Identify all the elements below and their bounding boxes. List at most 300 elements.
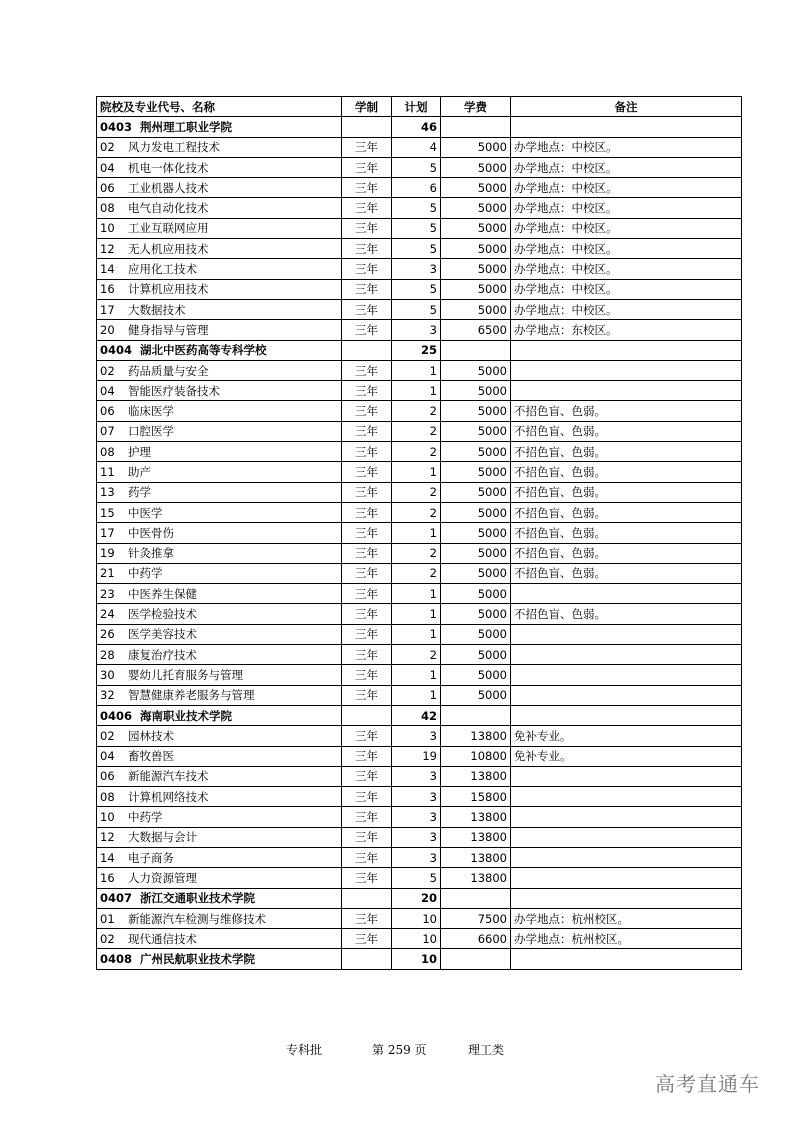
major-code: 20 xyxy=(100,322,115,337)
major-code: 02 xyxy=(100,363,115,378)
major-row xyxy=(97,624,742,644)
major-plan: 3 xyxy=(392,827,441,847)
major-name: 健身指导与管理 xyxy=(128,322,209,337)
major-code: 04 xyxy=(100,749,115,764)
major-note: 办学地点：中校区。 xyxy=(511,299,742,319)
major-duration: 三年 xyxy=(342,604,392,624)
major-fee: 13800 xyxy=(441,847,511,867)
school-row xyxy=(97,888,742,908)
major-row xyxy=(97,157,742,177)
header-note: 备注 xyxy=(511,97,742,117)
table-header-row xyxy=(97,97,742,117)
footer-batch: 专科批 xyxy=(286,1043,323,1057)
major-name-cell xyxy=(97,198,342,218)
major-row xyxy=(97,360,742,380)
major-fee: 5000 xyxy=(441,421,511,441)
major-note: 办学地点：中校区。 xyxy=(511,137,742,157)
major-name: 机电一体化技术 xyxy=(128,160,209,175)
school-fee-cell xyxy=(441,705,511,725)
major-fee: 5000 xyxy=(441,523,511,543)
major-name-cell xyxy=(97,604,342,624)
major-fee: 13800 xyxy=(441,827,511,847)
school-fee-cell xyxy=(441,340,511,360)
school-duration-cell xyxy=(342,705,392,725)
school-name: 荆州理工职业学院 xyxy=(140,119,232,134)
major-note: 办学地点：中校区。 xyxy=(511,279,742,299)
major-duration: 三年 xyxy=(342,259,392,279)
major-name: 康复治疗技术 xyxy=(128,647,197,662)
header-name: 院校及专业代号、名称 xyxy=(97,97,342,117)
school-name-cell xyxy=(97,949,342,969)
major-code: 06 xyxy=(100,180,115,195)
major-row xyxy=(97,299,742,319)
major-name-cell xyxy=(97,827,342,847)
major-row xyxy=(97,218,742,238)
major-code: 17 xyxy=(100,525,115,540)
school-name: 浙江交通职业技术学院 xyxy=(140,891,255,906)
major-fee: 5000 xyxy=(441,218,511,238)
major-row xyxy=(97,766,742,786)
major-code: 07 xyxy=(100,424,115,439)
major-fee: 5000 xyxy=(441,401,511,421)
major-plan: 1 xyxy=(392,624,441,644)
major-name-cell xyxy=(97,523,342,543)
major-fee: 10800 xyxy=(441,746,511,766)
major-duration: 三年 xyxy=(342,563,392,583)
major-row xyxy=(97,502,742,522)
major-name-cell xyxy=(97,624,342,644)
school-duration-cell xyxy=(342,949,392,969)
footer-page-number: 第 259 页 xyxy=(372,1043,427,1057)
major-name: 药学 xyxy=(128,485,151,500)
major-note: 不招色盲、色弱。 xyxy=(511,523,742,543)
major-fee: 5000 xyxy=(441,482,511,502)
major-plan: 3 xyxy=(392,259,441,279)
major-name: 口腔医学 xyxy=(128,424,174,439)
major-plan: 1 xyxy=(392,685,441,705)
major-plan: 1 xyxy=(392,665,441,685)
major-note: 免补专业。 xyxy=(511,746,742,766)
school-plan-total: 20 xyxy=(392,888,441,908)
major-code: 23 xyxy=(100,586,115,601)
major-note: 办学地点：中校区。 xyxy=(511,218,742,238)
major-name-cell xyxy=(97,421,342,441)
major-code: 08 xyxy=(100,789,115,804)
major-code: 16 xyxy=(100,870,115,885)
major-fee: 7500 xyxy=(441,908,511,928)
major-name: 临床医学 xyxy=(128,404,174,419)
major-fee: 5000 xyxy=(441,279,511,299)
school-name-cell xyxy=(97,888,342,908)
major-code: 16 xyxy=(100,282,115,297)
major-fee: 5000 xyxy=(441,239,511,259)
major-code: 10 xyxy=(100,810,115,825)
major-fee: 6600 xyxy=(441,929,511,949)
major-plan: 10 xyxy=(392,908,441,928)
major-name: 药品质量与安全 xyxy=(128,363,209,378)
major-code: 24 xyxy=(100,607,115,622)
major-name: 人力资源管理 xyxy=(128,870,197,885)
major-plan: 5 xyxy=(392,299,441,319)
major-row xyxy=(97,665,742,685)
major-code: 19 xyxy=(100,546,115,561)
school-fee-cell xyxy=(441,949,511,969)
major-plan: 2 xyxy=(392,401,441,421)
major-code: 17 xyxy=(100,302,115,317)
major-name: 医学检验技术 xyxy=(128,607,197,622)
major-fee: 5000 xyxy=(441,198,511,218)
major-row xyxy=(97,421,742,441)
school-name: 广州民航职业技术学院 xyxy=(140,952,255,967)
major-plan: 10 xyxy=(392,929,441,949)
major-duration: 三年 xyxy=(342,827,392,847)
school-note-cell xyxy=(511,340,742,360)
major-code: 06 xyxy=(100,769,115,784)
major-plan: 6 xyxy=(392,178,441,198)
major-row xyxy=(97,929,742,949)
major-plan: 1 xyxy=(392,360,441,380)
major-plan: 3 xyxy=(392,726,441,746)
major-note xyxy=(511,766,742,786)
major-fee: 6500 xyxy=(441,320,511,340)
major-name: 婴幼儿托育服务与管理 xyxy=(128,667,243,682)
major-name-cell xyxy=(97,929,342,949)
major-plan: 5 xyxy=(392,868,441,888)
major-row xyxy=(97,442,742,462)
major-duration: 三年 xyxy=(342,868,392,888)
major-duration: 三年 xyxy=(342,178,392,198)
major-name: 中医学 xyxy=(128,505,163,520)
major-name-cell xyxy=(97,746,342,766)
major-plan: 1 xyxy=(392,604,441,624)
major-row xyxy=(97,381,742,401)
school-code: 0408 xyxy=(100,952,133,967)
major-name-cell xyxy=(97,868,342,888)
school-note-cell xyxy=(511,949,742,969)
school-name-cell xyxy=(97,117,342,137)
major-code: 11 xyxy=(100,464,115,479)
major-name: 医学美容技术 xyxy=(128,627,197,642)
major-name: 中药学 xyxy=(128,810,163,825)
major-duration: 三年 xyxy=(342,299,392,319)
major-plan: 3 xyxy=(392,787,441,807)
school-name-cell xyxy=(97,340,342,360)
major-note: 办学地点：杭州校区。 xyxy=(511,908,742,928)
major-fee: 5000 xyxy=(441,624,511,644)
major-duration: 三年 xyxy=(342,624,392,644)
major-fee: 5000 xyxy=(441,502,511,522)
major-code: 32 xyxy=(100,688,115,703)
school-code: 0403 xyxy=(100,119,133,134)
major-duration: 三年 xyxy=(342,401,392,421)
major-name-cell xyxy=(97,563,342,583)
major-name-cell xyxy=(97,157,342,177)
major-name: 针灸推拿 xyxy=(128,546,174,561)
major-row xyxy=(97,137,742,157)
major-plan: 1 xyxy=(392,584,441,604)
major-note: 办学地点：中校区。 xyxy=(511,198,742,218)
major-name: 风力发电工程技术 xyxy=(128,140,220,155)
school-fee-cell xyxy=(441,117,511,137)
school-row xyxy=(97,340,742,360)
major-note xyxy=(511,685,742,705)
major-name-cell xyxy=(97,360,342,380)
major-duration: 三年 xyxy=(342,746,392,766)
major-note xyxy=(511,645,742,665)
major-plan: 2 xyxy=(392,482,441,502)
major-note: 不招色盲、色弱。 xyxy=(511,604,742,624)
major-fee: 5000 xyxy=(441,645,511,665)
major-name: 园林技术 xyxy=(128,728,174,743)
major-duration: 三年 xyxy=(342,239,392,259)
major-fee: 5000 xyxy=(441,563,511,583)
school-name: 湖北中医药高等专科学校 xyxy=(140,343,267,358)
major-name: 电子商务 xyxy=(128,850,174,865)
school-duration-cell xyxy=(342,888,392,908)
major-fee: 5000 xyxy=(441,259,511,279)
major-row xyxy=(97,279,742,299)
major-note xyxy=(511,847,742,867)
major-code: 13 xyxy=(100,485,115,500)
major-code: 04 xyxy=(100,383,115,398)
major-row xyxy=(97,827,742,847)
school-row xyxy=(97,949,742,969)
major-note xyxy=(511,827,742,847)
school-plan-total: 46 xyxy=(392,117,441,137)
major-note: 不招色盲、色弱。 xyxy=(511,543,742,563)
major-name: 现代通信技术 xyxy=(128,931,197,946)
major-note: 不招色盲、色弱。 xyxy=(511,482,742,502)
major-name: 智慧健康养老服务与管理 xyxy=(128,688,255,703)
major-row xyxy=(97,726,742,746)
major-name-cell xyxy=(97,137,342,157)
major-name-cell xyxy=(97,401,342,421)
major-name: 智能医疗装备技术 xyxy=(128,383,220,398)
major-row xyxy=(97,462,742,482)
major-duration: 三年 xyxy=(342,462,392,482)
header-plan: 计划 xyxy=(392,97,441,117)
school-code: 0406 xyxy=(100,708,133,723)
school-note-cell xyxy=(511,117,742,137)
major-duration: 三年 xyxy=(342,787,392,807)
major-note: 不招色盲、色弱。 xyxy=(511,421,742,441)
major-name: 计算机网络技术 xyxy=(128,789,209,804)
major-note xyxy=(511,807,742,827)
major-code: 28 xyxy=(100,647,115,662)
major-name-cell xyxy=(97,320,342,340)
major-fee: 5000 xyxy=(441,299,511,319)
major-note: 不招色盲、色弱。 xyxy=(511,462,742,482)
major-row xyxy=(97,868,742,888)
major-plan: 2 xyxy=(392,645,441,665)
major-name: 工业互联网应用 xyxy=(128,221,209,236)
major-duration: 三年 xyxy=(342,381,392,401)
major-plan: 19 xyxy=(392,746,441,766)
major-plan: 3 xyxy=(392,766,441,786)
major-duration: 三年 xyxy=(342,360,392,380)
major-fee: 5000 xyxy=(441,604,511,624)
major-row xyxy=(97,543,742,563)
major-name-cell xyxy=(97,685,342,705)
major-duration: 三年 xyxy=(342,726,392,746)
major-code: 10 xyxy=(100,221,115,236)
school-name-cell xyxy=(97,705,342,725)
major-note xyxy=(511,584,742,604)
major-fee: 5000 xyxy=(441,442,511,462)
major-note xyxy=(511,624,742,644)
major-duration: 三年 xyxy=(342,929,392,949)
major-fee: 5000 xyxy=(441,543,511,563)
major-duration: 三年 xyxy=(342,137,392,157)
major-name: 中医骨伤 xyxy=(128,525,174,540)
major-name: 护理 xyxy=(128,444,151,459)
major-plan: 4 xyxy=(392,137,441,157)
school-code: 0407 xyxy=(100,891,133,906)
major-name: 新能源汽车检测与维修技术 xyxy=(128,911,266,926)
major-duration: 三年 xyxy=(342,645,392,665)
major-row xyxy=(97,584,742,604)
major-name-cell xyxy=(97,218,342,238)
major-row xyxy=(97,523,742,543)
major-note xyxy=(511,360,742,380)
major-code: 02 xyxy=(100,931,115,946)
major-note: 办学地点：中校区。 xyxy=(511,239,742,259)
major-name-cell xyxy=(97,807,342,827)
major-name-cell xyxy=(97,259,342,279)
major-fee: 15800 xyxy=(441,787,511,807)
school-row xyxy=(97,705,742,725)
major-row xyxy=(97,239,742,259)
major-code: 04 xyxy=(100,160,115,175)
major-code: 15 xyxy=(100,505,115,520)
major-duration: 三年 xyxy=(342,157,392,177)
school-duration-cell xyxy=(342,340,392,360)
major-row xyxy=(97,847,742,867)
major-note: 不招色盲、色弱。 xyxy=(511,563,742,583)
major-fee: 5000 xyxy=(441,381,511,401)
major-code: 06 xyxy=(100,404,115,419)
major-note xyxy=(511,868,742,888)
major-name-cell xyxy=(97,787,342,807)
major-fee: 5000 xyxy=(441,360,511,380)
major-row xyxy=(97,320,742,340)
major-plan: 1 xyxy=(392,523,441,543)
major-plan: 2 xyxy=(392,442,441,462)
major-name-cell xyxy=(97,239,342,259)
footer-category: 理工类 xyxy=(468,1043,505,1057)
major-row xyxy=(97,198,742,218)
major-note: 不招色盲、色弱。 xyxy=(511,502,742,522)
major-name: 计算机应用技术 xyxy=(128,282,209,297)
major-name-cell xyxy=(97,645,342,665)
major-plan: 3 xyxy=(392,320,441,340)
major-row xyxy=(97,563,742,583)
school-plan-total: 42 xyxy=(392,705,441,725)
major-row xyxy=(97,908,742,928)
major-name-cell xyxy=(97,908,342,928)
major-name-cell xyxy=(97,665,342,685)
major-note: 办学地点：中校区。 xyxy=(511,178,742,198)
major-fee: 5000 xyxy=(441,178,511,198)
major-name-cell xyxy=(97,584,342,604)
major-duration: 三年 xyxy=(342,523,392,543)
major-plan: 2 xyxy=(392,543,441,563)
major-code: 08 xyxy=(100,201,115,216)
major-name-cell xyxy=(97,279,342,299)
major-plan: 1 xyxy=(392,462,441,482)
major-duration: 三年 xyxy=(342,584,392,604)
major-note xyxy=(511,787,742,807)
major-note: 办学地点：东校区。 xyxy=(511,320,742,340)
major-row xyxy=(97,746,742,766)
major-code: 30 xyxy=(100,667,115,682)
major-note: 办学地点：杭州校区。 xyxy=(511,929,742,949)
major-fee: 5000 xyxy=(441,584,511,604)
school-note-cell xyxy=(511,888,742,908)
major-name: 工业机器人技术 xyxy=(128,180,209,195)
major-plan: 5 xyxy=(392,239,441,259)
major-note: 免补专业。 xyxy=(511,726,742,746)
major-duration: 三年 xyxy=(342,502,392,522)
major-duration: 三年 xyxy=(342,543,392,563)
major-row xyxy=(97,482,742,502)
major-name-cell xyxy=(97,462,342,482)
major-name: 大数据与会计 xyxy=(128,830,197,845)
major-note: 办学地点：中校区。 xyxy=(511,259,742,279)
admission-plan-table xyxy=(96,96,742,970)
major-note: 不招色盲、色弱。 xyxy=(511,401,742,421)
major-row xyxy=(97,645,742,665)
major-name-cell xyxy=(97,381,342,401)
school-code: 0404 xyxy=(100,343,133,358)
school-row xyxy=(97,117,742,137)
major-name: 畜牧兽医 xyxy=(128,749,174,764)
header-duration: 学制 xyxy=(342,97,392,117)
school-fee-cell xyxy=(441,888,511,908)
major-plan: 5 xyxy=(392,157,441,177)
major-name: 新能源汽车技术 xyxy=(128,769,209,784)
watermark-text: 高考直通车 xyxy=(655,1072,760,1096)
major-row xyxy=(97,604,742,624)
major-fee: 5000 xyxy=(441,137,511,157)
major-fee: 5000 xyxy=(441,685,511,705)
major-duration: 三年 xyxy=(342,685,392,705)
major-duration: 三年 xyxy=(342,421,392,441)
major-plan: 2 xyxy=(392,502,441,522)
major-name-cell xyxy=(97,299,342,319)
major-duration: 三年 xyxy=(342,442,392,462)
major-note: 办学地点：中校区。 xyxy=(511,157,742,177)
major-code: 08 xyxy=(100,444,115,459)
major-plan: 5 xyxy=(392,279,441,299)
major-plan: 3 xyxy=(392,847,441,867)
major-name-cell xyxy=(97,442,342,462)
major-code: 21 xyxy=(100,566,115,581)
major-name-cell xyxy=(97,847,342,867)
major-row xyxy=(97,787,742,807)
major-row xyxy=(97,178,742,198)
major-code: 02 xyxy=(100,728,115,743)
major-code: 26 xyxy=(100,627,115,642)
major-row xyxy=(97,685,742,705)
major-fee: 13800 xyxy=(441,868,511,888)
major-name-cell xyxy=(97,543,342,563)
school-plan-total: 10 xyxy=(392,949,441,969)
major-fee: 5000 xyxy=(441,157,511,177)
major-name: 助产 xyxy=(128,464,151,479)
major-fee: 13800 xyxy=(441,766,511,786)
major-duration: 三年 xyxy=(342,665,392,685)
